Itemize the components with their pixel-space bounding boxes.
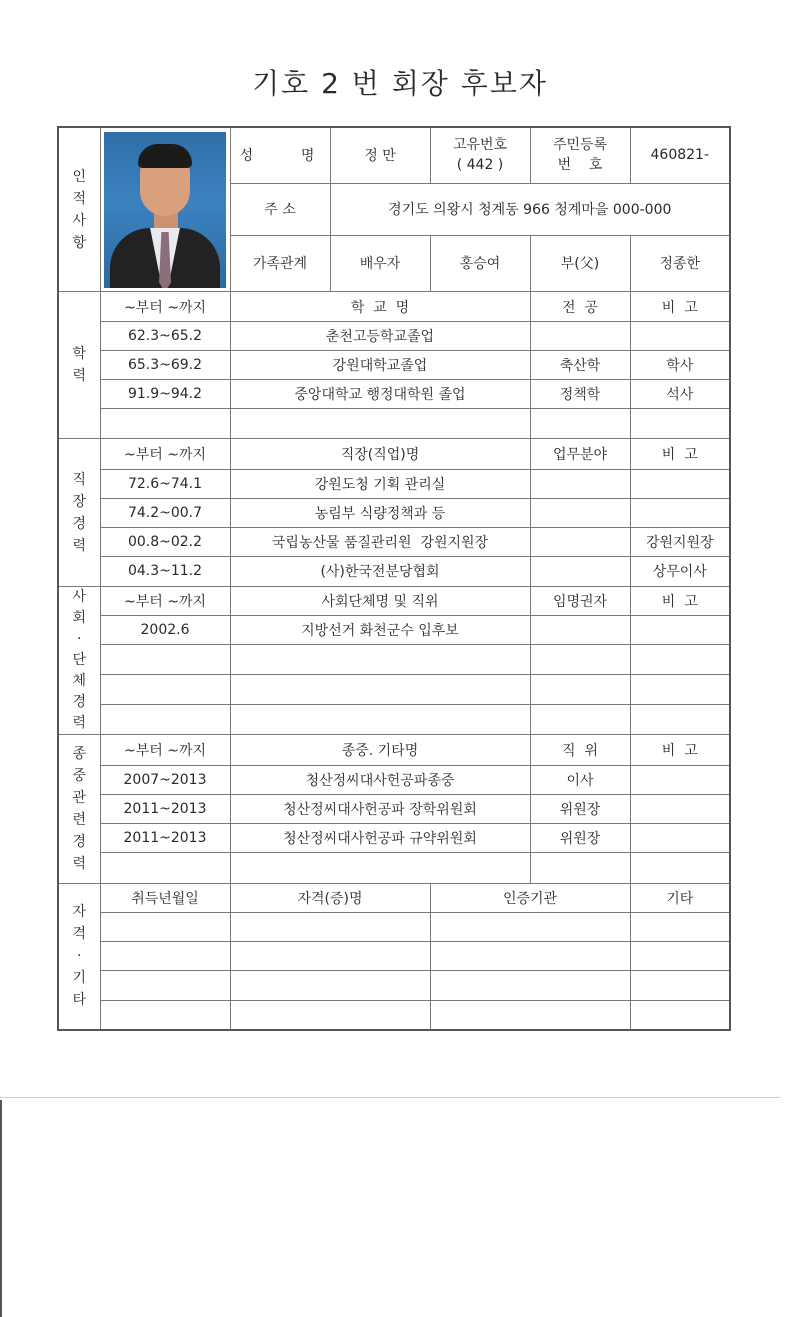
section-label-career: 직 장 경 력 [58, 439, 100, 586]
edu-period: 91.9~94.2 [100, 380, 230, 409]
table-row [58, 852, 730, 883]
career-job: 농림부 식량정책과 등 [230, 498, 530, 527]
social-header-period: ~부터 ~까지 [100, 586, 230, 615]
table-row [58, 645, 730, 675]
edu-period: 65.3~69.2 [100, 351, 230, 380]
social-appointer [530, 616, 630, 645]
qual-cert [230, 942, 430, 971]
page-title: 기호 2 번 회장 후보자 [252, 67, 548, 100]
qual-etc [630, 971, 730, 1001]
spouse-label: 배우자 [330, 235, 430, 291]
clan-period: 2011~2013 [100, 823, 230, 852]
clan-period: 2011~2013 [100, 794, 230, 823]
address-value: 경기도 의왕시 청계동 966 청계마을 000-000 [330, 183, 730, 235]
social-period [100, 705, 230, 735]
address-label: 주 소 [230, 183, 330, 235]
table-row [58, 556, 730, 586]
table-row [58, 765, 730, 794]
qual-etc [630, 912, 730, 941]
table-row [58, 616, 730, 645]
social-appointer [530, 645, 630, 675]
career-job: (사)한국전분당협회 [230, 556, 530, 586]
rrn-label: 주민등록 번 호 [530, 127, 630, 183]
section-label-social: 사 회 · 단 체 경 력 [58, 586, 100, 734]
career-note [630, 469, 730, 498]
social-period [100, 645, 230, 675]
clan-note [630, 823, 730, 852]
edu-school: 중앙대학교 행정대학원 졸업 [230, 380, 530, 409]
qual-authority [430, 1001, 630, 1030]
section-label-education: 학 력 [58, 292, 100, 439]
social-note [630, 645, 730, 675]
table-row [58, 705, 730, 735]
portrait-image [104, 132, 226, 288]
edu-period: 62.3~65.2 [100, 322, 230, 351]
career-period: 00.8~02.2 [100, 527, 230, 556]
edu-major: 정책학 [530, 380, 630, 409]
family-label: 가족관계 [230, 235, 330, 291]
edu-major [530, 409, 630, 439]
social-org [230, 705, 530, 735]
qual-cert [230, 1001, 430, 1030]
career-job: 강원도청 기획 관리실 [230, 469, 530, 498]
table-row [58, 1001, 730, 1030]
page-edge-line [0, 1100, 2, 1317]
career-period: 72.6~74.1 [100, 469, 230, 498]
social-org: 지방선거 화천군수 입후보 [230, 616, 530, 645]
social-period: 2002.6 [100, 616, 230, 645]
career-field [530, 556, 630, 586]
edu-header-note: 비 고 [630, 292, 730, 322]
career-header-field: 업무분야 [530, 439, 630, 469]
social-note [630, 675, 730, 705]
career-header-job: 직장(직업)명 [230, 439, 530, 469]
page-divider [0, 1097, 780, 1098]
social-note [630, 616, 730, 645]
clan-period: 2007~2013 [100, 765, 230, 794]
qual-header-cert: 자격(증)명 [230, 883, 430, 912]
father-label: 부(父) [530, 235, 630, 291]
career-note: 상무이사 [630, 556, 730, 586]
clan-position: 위원장 [530, 794, 630, 823]
clan-name: 청산정씨대사헌공파종중 [230, 765, 530, 794]
rrn-value: 460821- [630, 127, 730, 183]
edu-period [100, 409, 230, 439]
section-label-clan: 종 중 관 련 경 력 [58, 735, 100, 883]
edu-header-school: 학 교 명 [230, 292, 530, 322]
table-row [58, 675, 730, 705]
id-number-label: 고유번호 ( 442 ) [430, 127, 530, 183]
social-period [100, 675, 230, 705]
qual-authority [430, 942, 630, 971]
table-row [58, 322, 730, 351]
edu-major [530, 322, 630, 351]
social-org [230, 675, 530, 705]
table-row [58, 469, 730, 498]
edu-note: 석사 [630, 380, 730, 409]
qual-cert [230, 912, 430, 941]
clan-position [530, 852, 630, 883]
career-period: 74.2~00.7 [100, 498, 230, 527]
edu-school: 강원대학교졸업 [230, 351, 530, 380]
edu-note [630, 409, 730, 439]
clan-header-period: ~부터 ~까지 [100, 735, 230, 765]
clan-name: 청산정씨대사헌공파 장학위원회 [230, 794, 530, 823]
qual-authority [430, 912, 630, 941]
qual-header-date: 취득년월일 [100, 883, 230, 912]
clan-note [630, 765, 730, 794]
career-header-period: ~부터 ~까지 [100, 439, 230, 469]
table-row [58, 527, 730, 556]
clan-name: 청산정씨대사헌공파 규약위원회 [230, 823, 530, 852]
table-row [58, 498, 730, 527]
career-field [530, 469, 630, 498]
qual-date [100, 912, 230, 941]
qual-date [100, 971, 230, 1001]
qual-authority [430, 971, 630, 1001]
qual-header-authority: 인증기관 [430, 883, 630, 912]
father-value: 정종한 [630, 235, 730, 291]
social-header-appointer: 임명권자 [530, 586, 630, 615]
edu-school [230, 409, 530, 439]
career-header-note: 비 고 [630, 439, 730, 469]
qual-cert [230, 971, 430, 1001]
table-row [58, 912, 730, 941]
name-value: 정 만 [330, 127, 430, 183]
clan-position: 이사 [530, 765, 630, 794]
name-label: 성 명 [230, 127, 330, 183]
table-row [58, 823, 730, 852]
clan-note [630, 852, 730, 883]
table-row [58, 380, 730, 409]
edu-major: 축산학 [530, 351, 630, 380]
qual-date [100, 942, 230, 971]
career-field [530, 498, 630, 527]
section-label-personal: 인 적 사 항 [58, 127, 100, 292]
clan-note [630, 794, 730, 823]
edu-school: 춘천고등학교졸업 [230, 322, 530, 351]
edu-note: 학사 [630, 351, 730, 380]
social-header-note: 비 고 [630, 586, 730, 615]
candidate-photo [100, 127, 230, 292]
qual-date [100, 1001, 230, 1030]
edu-header-major: 전 공 [530, 292, 630, 322]
clan-header-position: 직 위 [530, 735, 630, 765]
career-field [530, 527, 630, 556]
table-row [58, 351, 730, 380]
spouse-value: 홍승여 [430, 235, 530, 291]
career-note [630, 498, 730, 527]
table-row [58, 971, 730, 1001]
social-org [230, 645, 530, 675]
qual-header-etc: 기타 [630, 883, 730, 912]
table-row [58, 794, 730, 823]
social-appointer [530, 675, 630, 705]
section-label-qualification: 자 격 · 기 타 [58, 883, 100, 1030]
clan-name [230, 852, 530, 883]
clan-header-note: 비 고 [630, 735, 730, 765]
social-appointer [530, 705, 630, 735]
career-job: 국립농산물 품질관리원 강원지원장 [230, 527, 530, 556]
career-period: 04.3~11.2 [100, 556, 230, 586]
table-row [58, 409, 730, 439]
clan-position: 위원장 [530, 823, 630, 852]
qual-etc [630, 1001, 730, 1030]
social-header-org: 사회단체명 및 직위 [230, 586, 530, 615]
edu-header-period: ~부터 ~까지 [100, 292, 230, 322]
candidate-form [57, 126, 731, 1031]
social-note [630, 705, 730, 735]
table-row [58, 942, 730, 971]
edu-note [630, 322, 730, 351]
clan-header-name: 종중. 기타명 [230, 735, 530, 765]
clan-period [100, 852, 230, 883]
qual-etc [630, 942, 730, 971]
career-note: 강원지원장 [630, 527, 730, 556]
